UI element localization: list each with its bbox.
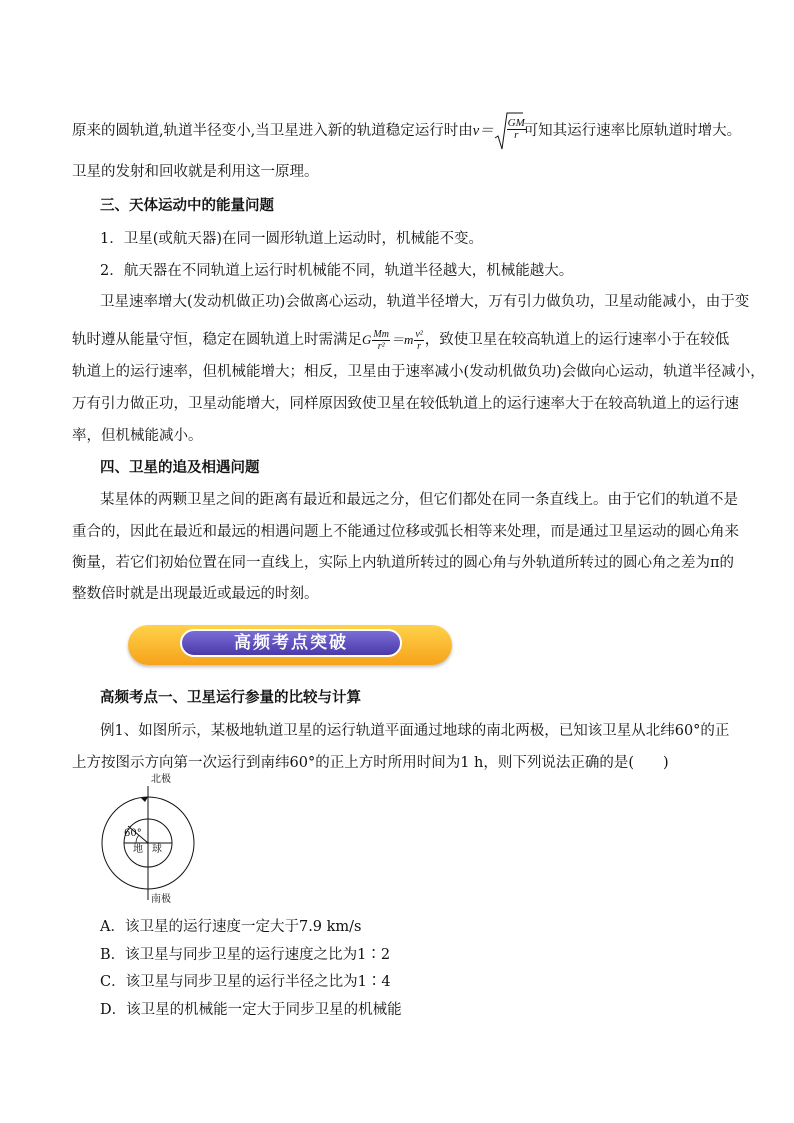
para-orbit-change-post: 可知其运行速率比原轨道时增大。 [523,123,742,139]
fraction-r2-denominator: r² [377,340,385,352]
fraction-mm-r2 [372,329,390,352]
label-earth-2: 球 [152,844,162,855]
orbit-diagram-icon [96,778,196,908]
option-b: B．该卫星与同步卫星的运行速度之比为1∶2 [100,947,391,963]
energy-item-2: 2．航天器在不同轨道上运行时机械能不同，轨道半径越大，机械能越大。 [100,263,574,279]
sqrt-numerator: GM [507,117,525,129]
option-c: C．该卫星与同步卫星的运行半径之比为1∶4 [100,974,391,990]
para-orbit-change [72,112,741,146]
example-line-1: 例1、如图所示，某极地轨道卫星的运行轨道平面通过地球的南北两极，已知该卫星从北纬60°的正 [100,723,730,739]
fraction-v2-numerator: v² [415,328,423,340]
para-launch-recovery: 卫星的发射和回收就是利用这一原理。 [72,164,319,180]
option-a: A．该卫星的运行速度一定大于7.9 km/s [100,919,362,935]
fraction-mm-numerator: Mm [373,328,389,340]
energy-para-line-4: 万有引力做正功，卫星动能增大，同样原因致使卫星在较低轨道上的运行速率大于在较高轨道上的运行速 [72,396,739,412]
energy-para-line-3: 轨道上的运行速率，但机械能增大；相反，卫星由于速率减小(发动机做负功)会做向心运动，轨道半径减小， [72,364,765,380]
sqrt-formula [494,112,524,150]
sqrt-fraction [507,118,526,141]
chase-para-line-3: 衡量，若它们初始位置在同一直线上，实际上内轨道所转过的圆心角与外轨道所转过的圆心角之差为π的 [72,555,735,571]
equals-m: ＝m [390,332,414,347]
banner-title: 高频考点突破 [234,633,348,653]
chase-para-line-4: 整数倍时就是出现最近或最远的时刻。 [72,586,319,602]
chase-para-line-1: 某星体的两颗卫星之间的距离有最近和最远之分，但它们都处在同一条直线上。由于它们的轨道不是 [100,492,738,508]
polar-orbit-figure [96,774,196,908]
energy-para-line-5: 率，但机械能减小。 [72,428,203,444]
heading-energy: 三、天体运动中的能量问题 [100,198,274,214]
para-orbit-change-pre: 原来的圆轨道,轨道半径变小,当卫星进入新的轨道稳定运行时由 [72,123,473,139]
gravity-constant: G [362,332,372,347]
label-angle: 60° [124,828,142,839]
fraction-v2-r [414,329,423,352]
label-north-pole: 北极 [151,774,171,785]
energy-para-line-1: 卫星速率增大(发动机做正功)会做离心运动，轨道半径增大，万有引力做负功，卫星动能减小，由于变 [100,294,750,310]
sqrt-denominator: r [514,129,519,141]
energy-para-line-2 [72,322,729,358]
energy-item-1: 1．卫星(或航天器)在同一圆形轨道上运动时，机械能不变。 [100,231,484,247]
label-south-pole: 南极 [151,894,171,905]
kaodian-heading: 高频考点一、卫星运行参量的比较与计算 [100,690,361,706]
velocity-eq: v＝ [472,123,494,139]
energy-para-line-2-pre: 轨时遵从能量守恒，稳定在圆轨道上时需满足 [72,332,362,348]
chase-para-line-2: 重合的，因此在最近和最远的相遇问题上不能通过位移或弧长相等来处理，而是通过卫星运动的圆心角来 [72,524,739,540]
example-line-2: 上方按图示方向第一次运行到南纬60°的正上方时所用时间为1 h，则下列说法正确的是( ) [72,755,669,771]
option-d: D．该卫星的机械能一定大于同步卫星的机械能 [100,1002,402,1018]
label-earth-1: 地 [133,844,143,855]
section-banner [128,625,452,665]
energy-para-line-2-post: ，致使卫星在较高轨道上的运行速率小于在较低 [424,332,730,348]
fraction-r-denominator: r [417,340,422,352]
heading-chase-meet: 四、卫星的追及相遇问题 [100,460,260,476]
